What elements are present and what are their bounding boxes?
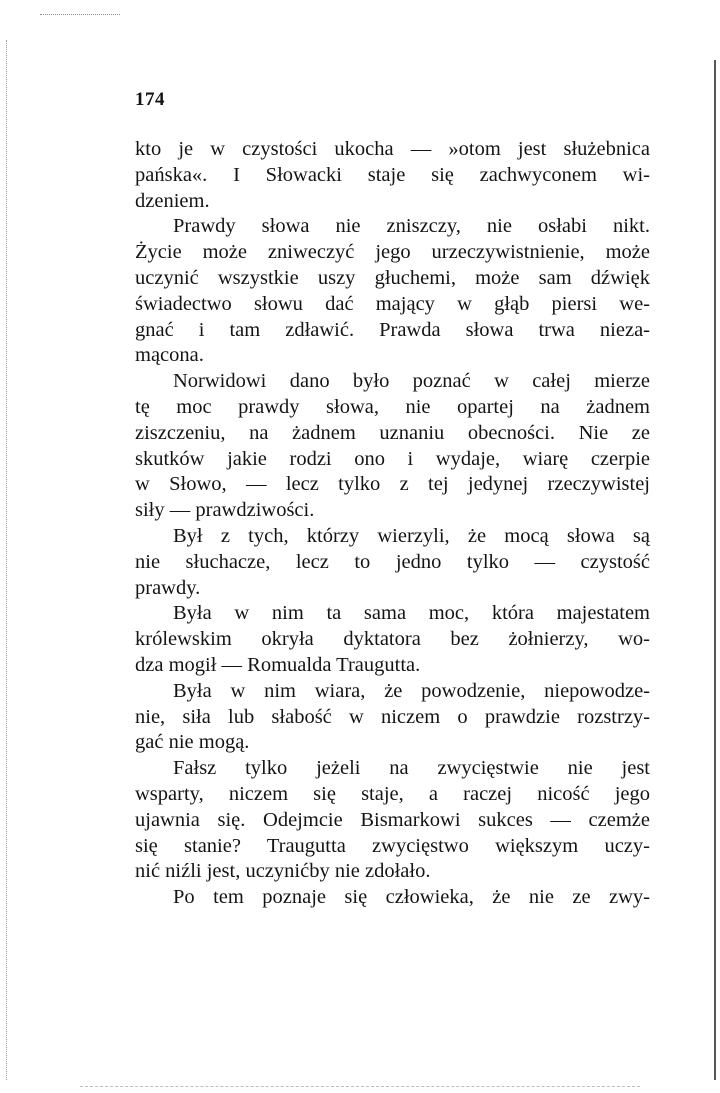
text-line: dzeniem. xyxy=(135,189,210,212)
text-line: gać nie mogą. xyxy=(135,731,250,754)
text-line: mącona. xyxy=(135,344,204,367)
text-line: świadectwo słowu dać mający w głąb piersi we- xyxy=(135,292,650,315)
scan-edge-top xyxy=(40,14,120,15)
text-line: ujawnia się. Odejmcie Bismarkowi sukces — czemże xyxy=(135,808,650,831)
text-line: Prawdy słowa nie zniszczy, nie osłabi nikt. xyxy=(173,215,650,238)
text-line: Była w nim ta sama moc, która majestatem xyxy=(173,602,650,625)
text-line: Norwidowi dano było poznać w całej mierze xyxy=(173,370,650,393)
text-line: Życie może zniweczyć jego urzeczywistnienie, może xyxy=(135,241,650,264)
text-line: pańska«. I Słowacki staje się zachwyconem wi- xyxy=(135,163,650,186)
scan-edge-bottom xyxy=(80,1086,640,1087)
text-line: uczynić wszystkie uszy głuchemi, może sam dźwięk xyxy=(135,266,650,289)
text-line: dza mogił — Romualda Traugutta. xyxy=(135,653,421,676)
text-line: kto je w czystości ukocha — »otom jest służebnica xyxy=(135,138,650,160)
text-line: siły — prawdziwości. xyxy=(135,499,315,522)
body-text xyxy=(135,137,650,911)
text-line: Był z tych, którzy wierzyli, że mocą słowa są xyxy=(173,524,650,547)
text-line: prawdy. xyxy=(135,576,201,599)
page-number: 174 xyxy=(135,89,165,110)
text-line: w Słowo, — lecz tylko z tej jedynej rzeczywistej xyxy=(135,473,650,496)
text-line: nić niźli jest, uczynićby nie zdołało. xyxy=(135,860,431,883)
text-line: gnać i tam zdławić. Prawda słowa trwa nieza- xyxy=(135,318,650,341)
text-line: Była w nim wiara, że powodzenie, niepowodze- xyxy=(173,679,650,702)
scan-edge-left xyxy=(6,40,7,1080)
text-line: Po tem poznaje się człowieka, że nie ze zwy- xyxy=(173,886,650,909)
text-line: skutków jakie rodzi ono i wydaje, wiarę czerpie xyxy=(135,447,650,470)
text-line: wsparty, niczem się staje, a raczej nicość jego xyxy=(135,782,650,805)
text-line: królewskim okryła dyktatora bez żołnierzy, wo- xyxy=(135,628,650,651)
text-line: nie, siła lub słabość w niczem o prawdzie rozstrzy- xyxy=(135,705,650,728)
text-line: ziszczeniu, na żadnem uznaniu obecności. Nie ze xyxy=(135,421,650,444)
scan-edge-right xyxy=(714,60,716,1080)
text-line: nie słuchacze, lecz to jedno tylko — czystość xyxy=(135,550,650,573)
text-line: Fałsz tylko jeżeli na zwycięstwie nie jest xyxy=(173,757,650,780)
text-line: się stanie? Traugutta zwycięstwo większym uczy- xyxy=(135,834,650,857)
text-line: tę moc prawdy słowa, nie opartej na żadnem xyxy=(135,395,650,418)
